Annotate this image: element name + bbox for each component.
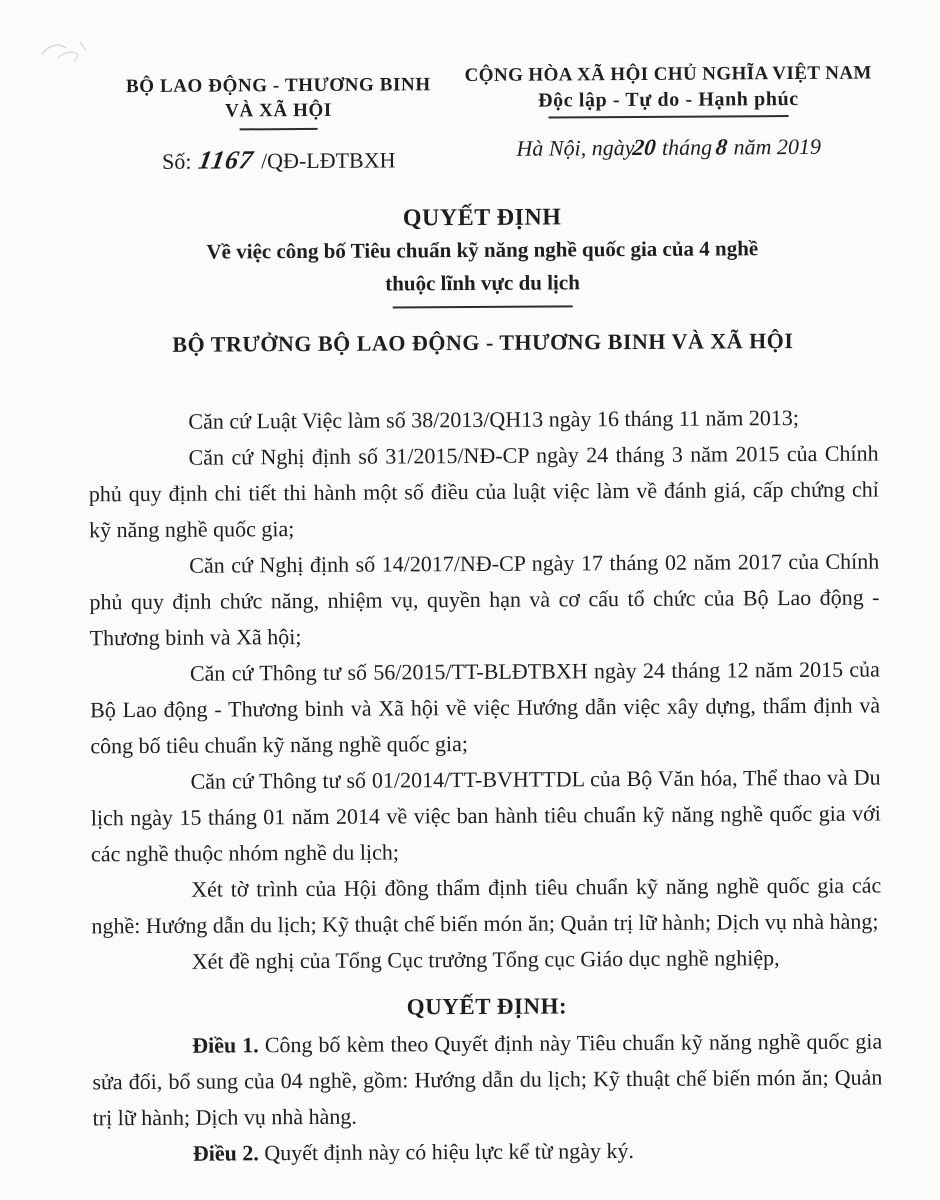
document-subtitle-line2: thuộc lĩnh vực du lịch xyxy=(385,270,580,296)
date-suffix: năm 2019 xyxy=(733,133,822,160)
place-and-date-line xyxy=(461,134,877,163)
document-title: QUYẾT ĐỊNH xyxy=(402,204,562,232)
decision-heading: QUYẾT ĐỊNH: xyxy=(406,993,568,1020)
document-number xyxy=(123,144,435,176)
article-2-label: Điều 2. xyxy=(192,1140,259,1166)
issuing-org-block xyxy=(122,64,435,176)
preamble-paragraph: Căn cứ Thông tư số 56/2015/TT-BLĐTBXH ngày 24 tháng 12 năm 2015 của Bộ Lao động - Thương binh và Xã hội về việc Hướng dẫn việc xây dựng, thẩm định và công bố tiêu chuẩn kỹ năng nghề quốc gia; xyxy=(90,656,881,759)
issuing-org-name-line2: VÀ XÃ HỘI xyxy=(225,99,332,122)
document-number-label: Số: xyxy=(162,148,192,174)
org-underline xyxy=(240,128,318,130)
authority-heading: BỘ TRƯỞNG BỘ LAO ĐỘNG - THƯƠNG BINH VÀ XÃ HỘI xyxy=(172,328,794,357)
document-number-suffix: /QĐ-LĐTBXH xyxy=(260,147,396,174)
document-number-handwritten: 1167 xyxy=(196,145,257,175)
article-2-text: Quyết định này có hiệu lực kể từ ngày ký. xyxy=(264,1138,635,1166)
preamble-paragraph: Căn cứ Thông tư số 01/2014/TT-BVHTTDL của Bộ Văn hóa, Thể thao và Du lịch ngày 15 tháng 01 năm 2014 về việc ban hành tiêu chuẩn kỹ năng nghề quốc gia với các nghề thuộc nhóm nghề du lịch; xyxy=(90,764,881,867)
preamble-paragraph: Căn cứ Nghị định số 31/2015/NĐ-CP ngày 24 tháng 3 năm 2015 của Chính phủ quy định chi tiết thi hành một số điều của luật việc làm về đánh giá, cấp chứng chỉ kỹ năng nghề quốc gia; xyxy=(88,440,879,543)
article-1-text: Công bố kèm theo Quyết định này Tiêu chuẩn kỹ năng nghề quốc gia sửa đổi, bổ sung của 04 nghề, gồm: Hướng dẫn du lịch; Kỹ thuật chế biến món ăn; Quản trị lữ hành; Dịch vụ nhà hàng. xyxy=(92,1028,883,1131)
preamble-paragraph: Căn cứ Luật Việc làm số 38/2013/QH13 ngày 16 tháng 11 năm 2013; xyxy=(188,404,800,434)
document-title-block xyxy=(87,200,878,311)
article-1 xyxy=(92,1023,883,1136)
document-header xyxy=(86,62,877,177)
date-day-handwritten: 20 xyxy=(631,134,657,161)
national-name-line: CỘNG HÒA XÃ HỘI CHỦ NGHĨA VIỆT NAM xyxy=(464,62,872,87)
title-underline xyxy=(393,305,573,308)
motto-underline xyxy=(549,115,789,118)
date-month-handwritten: 8 xyxy=(714,134,729,160)
article-1-label: Điều 1. xyxy=(192,1032,259,1058)
issuing-org-name-line1: BỘ LAO ĐỘNG - THƯƠNG BINH xyxy=(125,74,431,98)
document-body xyxy=(88,400,883,1173)
document-subtitle-line1: Về việc công bố Tiêu chuẩn kỹ năng nghề quốc gia của 4 nghề xyxy=(206,236,759,264)
date-prefix: Hà Nội, ngày xyxy=(516,134,635,161)
preamble-paragraph: Xét tờ trình của Hội đồng thẩm định tiêu chuẩn kỹ năng nghề quốc gia các nghề: Hướng dẫn du lịch; Kỹ thuật chế biến món ăn; Quản trị lữ hành; Dịch vụ nhà hàng; xyxy=(91,872,882,939)
article-2 xyxy=(93,1131,883,1172)
preamble-paragraph: Căn cứ Nghị định số 14/2017/NĐ-CP ngày 17 tháng 02 năm 2017 của Chính phủ quy định chức năng, nhiệm vụ, quyền hạn và cơ cấu tổ chức của Bộ Lao động - Thương binh và Xã hội; xyxy=(89,548,880,651)
date-middle: tháng xyxy=(661,134,713,160)
preamble-paragraph: Xét đề nghị của Tổng Cục trưởng Tổng cục Giáo dục nghề nghiệp, xyxy=(191,945,780,974)
national-motto-line: Độc lập - Tự do - Hạnh phúc xyxy=(538,87,799,112)
national-motto-block xyxy=(460,62,877,175)
